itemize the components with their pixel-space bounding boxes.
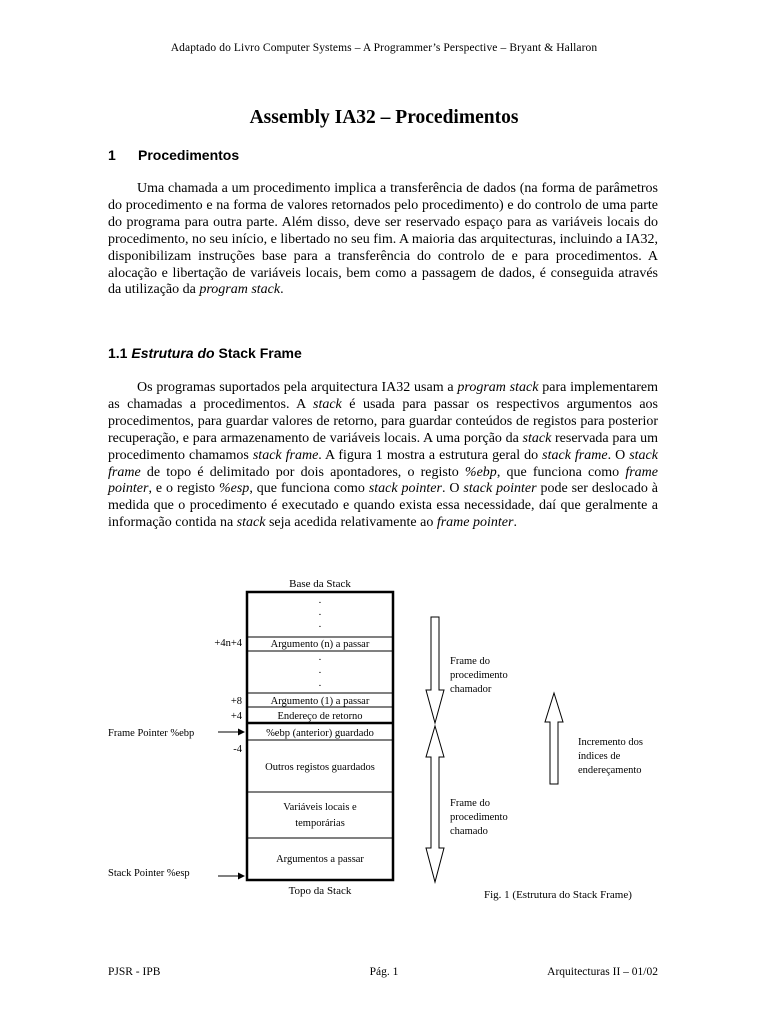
section-1-number: 1: [108, 147, 116, 163]
stack-base-label: Base da Stack: [289, 578, 351, 590]
text-run: Os programas suportados pela arquitectura IA32 usam a: [137, 380, 458, 395]
ellipsis-dot: ·: [318, 597, 322, 609]
footer-right: Arquitecturas II – 01/02: [547, 966, 658, 978]
cell-saved-ebp: %ebp (anterior) guardado: [266, 728, 374, 739]
text-run: , que funciona como: [249, 481, 369, 497]
cell-return-address: Endereço de retorno: [277, 711, 363, 722]
text-run: . O: [441, 481, 464, 497]
cell-other-registers: Outros registos guardados: [265, 762, 375, 773]
cell-outgoing-arguments: Argumentos a passar: [276, 854, 364, 865]
italic-term: stack: [236, 515, 266, 531]
frame-pointer-label: Frame Pointer %ebp: [108, 728, 195, 739]
callee-frame-double-arrow-icon: [426, 726, 444, 882]
caller-frame-label-line3: chamador: [450, 684, 492, 695]
text-run: para implementarem as chamadas a procedimentos. A: [108, 380, 658, 412]
ellipsis-dot: ·: [318, 667, 322, 679]
text-run: Uma chamada a um procedimento implica a transferência de dados (na forma de parâmetros do procedimento e na forma de valores retornados pelo procedimento) e do controlo de uma parte do programa para outra parte. Além disso, deve ser reservado espaço para as variáveis locais do procedimento, no seu início, e libertado no seu fim. A maioria das arquitecturas, incluindo a IA32, disponibilizam instruções base para a transferência do controlo de e para procedimentos. A alocação e libertação de variáveis locais, bem como a passagem de dados, é conseguida através da utilização da: [108, 181, 658, 298]
italic-term: program stack: [457, 380, 539, 395]
text-run: reservada para um procedimento chamamos: [108, 430, 659, 463]
italic-term: program stack: [199, 282, 281, 298]
text-run: , e o registo: [148, 481, 219, 497]
footer-page-number: Pág. 1: [369, 966, 399, 978]
text-run: pode ser deslocado à medida que o procedimento é executado e quando exista essa necessidade, daí que geralmente a informação contida na: [108, 481, 658, 531]
callee-frame-label-line2: procedimento: [450, 812, 508, 823]
italic-term: %esp: [218, 481, 250, 497]
italic-term: frame pointer: [436, 515, 514, 531]
text-run: . A figura 1 mostra a estrutura geral do: [318, 447, 543, 463]
italic-term: frame pointer: [108, 464, 658, 497]
ellipsis-dot: ·: [318, 654, 322, 666]
stack-pointer-label: Stack Pointer %esp: [108, 868, 190, 879]
section-1-1-number: 1.1: [108, 345, 128, 361]
text-run: , que funciona como: [496, 464, 626, 480]
text-run: .: [513, 515, 517, 531]
ellipsis-dot: ·: [318, 609, 322, 621]
italic-term: stack pointer: [368, 481, 442, 497]
footer-left: PJSR - IPB: [108, 966, 161, 978]
section-1-heading: [108, 147, 239, 163]
italic-term: stack frame: [252, 447, 319, 463]
frame-pointer-arrow-head: [238, 729, 245, 736]
section-1-title: Procedimentos: [138, 147, 240, 163]
stack-pointer-arrow-head: [238, 873, 245, 880]
offset-arg-n: +4n+4: [214, 638, 242, 649]
italic-term: stack: [313, 396, 342, 412]
section-1-1-heading: [108, 345, 302, 361]
section-1-1-paragraph: [108, 380, 658, 532]
ellipsis-dot: ·: [318, 621, 322, 633]
ellipsis-dot: ·: [318, 680, 322, 692]
caller-frame-label-line2: procedimento: [450, 670, 508, 681]
cell-argument-n: Argumento (n) a passar: [270, 639, 370, 650]
cell-local-variables-line2: temporárias: [295, 818, 345, 829]
section-1-1-title-italic: Estrutura do: [131, 345, 215, 361]
text-run: . O: [607, 447, 630, 463]
italic-term: %ebp: [464, 464, 497, 480]
stack-outer-box: [247, 592, 393, 880]
document-title: Assembly IA32 – Procedimentos: [249, 107, 519, 128]
italic-term: stack frame: [108, 447, 658, 480]
increment-label-line3: endereçamento: [578, 765, 642, 776]
header-source-note: Adaptado do Livro Computer Systems – A Programmer’s Perspective – Bryant & Hallaron: [170, 42, 598, 54]
figure-caption: Fig. 1 (Estrutura do Stack Frame): [484, 889, 632, 901]
text-run: .: [280, 282, 284, 298]
increment-label-line1: Incremento dos: [578, 737, 644, 748]
increment-label-line2: índices de: [578, 751, 621, 762]
italic-term: stack pointer: [463, 481, 537, 497]
cell-local-variables-line1: Variáveis locais e: [283, 802, 357, 813]
section-1-1-title-rest: Stack Frame: [214, 345, 302, 361]
text-run: é usada para passar os respectivos argumentos aos procedimentos, para guardar valores de retorno, para guardar conteúdos de registos para posterior recuperação, e para armazenamento de variáveis locais. A uma porção da: [108, 396, 658, 446]
italic-term: stack frame: [542, 447, 608, 463]
callee-frame-label-line3: chamado: [450, 826, 488, 837]
text-run: de topo é delimitado por dois apontadores, o registo: [140, 464, 465, 480]
cell-argument-1: Argumento (1) a passar: [270, 696, 370, 707]
offset-arg-1: +8: [230, 696, 242, 707]
offset-return-address: +4: [230, 711, 242, 722]
section-1-paragraph: [108, 181, 658, 299]
increment-arrow-icon: [545, 693, 563, 784]
caller-frame-label-line1: Frame do: [450, 656, 490, 667]
callee-frame-label-line1: Frame do: [450, 798, 490, 809]
caller-frame-arrow-icon: [426, 617, 444, 723]
stack-top-label: Topo da Stack: [288, 885, 352, 897]
italic-term: stack: [522, 430, 552, 446]
offset-below-ebp: -4: [233, 744, 242, 755]
text-run: seja acedida relativamente ao: [265, 515, 437, 531]
